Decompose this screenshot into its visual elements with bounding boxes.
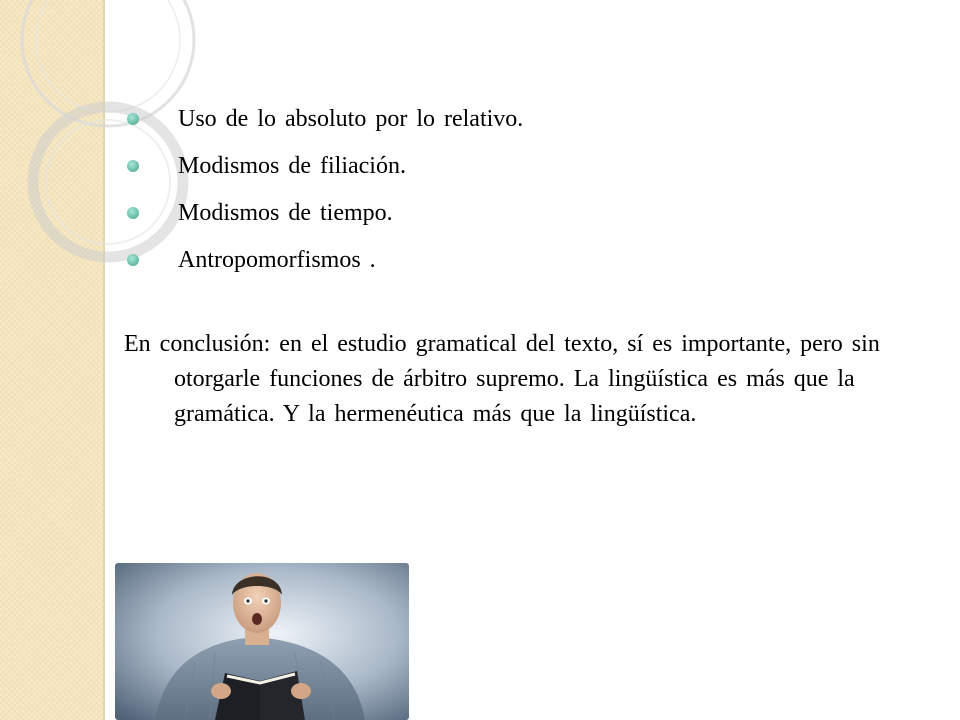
bullet-dot-icon <box>127 207 139 219</box>
bullet-text: Modismos de filiación. <box>178 153 406 179</box>
bullet-dot-icon <box>127 113 139 125</box>
side-decor-band <box>0 0 105 720</box>
bullet-text: Modismos de tiempo. <box>178 200 393 226</box>
bullet-item <box>124 237 523 284</box>
bullet-dot-icon <box>127 160 139 172</box>
man-reading-book-photo <box>115 563 409 720</box>
bullet-dot-icon <box>127 254 139 266</box>
bullet-text: Uso de lo absoluto por lo relativo. <box>178 106 524 132</box>
bullet-item <box>124 190 523 237</box>
bullet-item <box>124 96 523 143</box>
bullet-item <box>124 143 523 190</box>
bullet-text: Antropomorfismos . <box>178 247 376 273</box>
conclusion-paragraph: En conclusión: en el estudio gramatical del texto, sí es importante, pero sin otorgarle funciones de árbitro supremo. La lingüística es más que la gramática. Y la hermenéutica más que la lingüística. <box>124 331 880 427</box>
bullet-list <box>124 96 523 284</box>
